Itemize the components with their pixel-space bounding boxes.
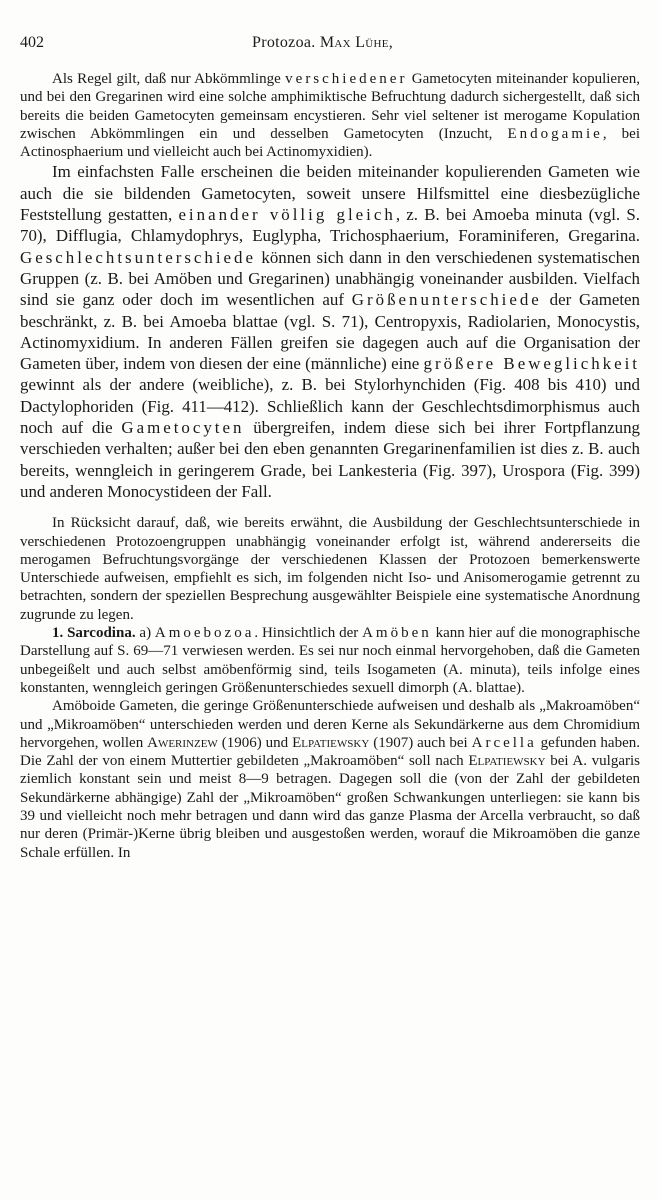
spaced-term: Amoebozoa [154,625,255,642]
spaced-term: Endogamie [507,125,603,142]
text-run: gefunden haben. Die Zahl der von einem Muttertier gebildeten „Makroamöben“ soll nach [20,734,640,770]
text-run: übergreifen, indem diese sich bei ihrer Fortpflanzung verschieden verhalten; außer bei den eben genannten Gregarinenfamilien ist dies z. B. auch bereits, wenngleich in geringerem Grade, bei Lankesteria (Fig. 397), Urospora (Fig. 399) und anderen Monocystideen der Fall. [20,418,641,501]
text-run: bei A. vulgaris ziemlich konstant sein und meist 8—9 betragen. Dagegen soll die (von der Zahl der gebildeten Sekundärkerne abhängige) Zahl der „Mikroamöben“ großen Schwankungen unterliegen: sie kann bis 39 und vielleicht noch mehr betragen und dann wird das ganze Plasma der Arcella verbraucht, so daß nur deren (Primär-)Kerne übrig bleiben und ausgestoßen werden, worauf die Mikroamöben die ganze Schale erfüllen. In [20,753,641,861]
spaced-term: größere Beweglichkeit [423,354,640,374]
page-number: 402 [20,34,44,51]
text-run: kann hier auf die monographische Darstellung auf S. 69—71 verwiesen werden. Es sei nur noch einmal hervorgehoben, daß die Gameten unbegeißelt und auch selbst amöbenförmig sind, teils Isogameten (A. minuta), teils infolge eines konstanten, wenngleich geringen Größenunterschiedes sexuell dimorph (A. blattae). [20,625,640,696]
text-run: Gametocyten miteinander kopulieren, und bei den Gregarinen wird eine solche amphimiktische Befruchtung dadurch sichergestellt, daß sich bereits die beiden Gametocyten gemeinsam encystieren. Sehr viel seltener ist merogame Kopulation zwischen Abkömmlingen ein und desselben Gametocyten (Inzucht, [20,71,640,142]
text-run: a) [135,625,155,642]
text-run: können sich dann in den verschiedenen systematischen Gruppen (z. B. bei Amöben und Gregarinen) unabhängig voneinander ausbilden. Vielfach sind sie ganz oder doch im wesentlichen auf [20,247,640,310]
spaced-term: Größenunterschiede [351,290,542,310]
paragraph-2 [20,161,640,502]
body-text [20,70,640,862]
text-run: Amöboide Gameten, die geringe Größenunterschiede aufweisen und deshalb als „Makroamöben“ und „Mikroamöben“ unterschieden werden und deren Kerne als Sekundärkerne aus dem Chromidium hervorgehen, wollen [20,698,640,751]
text-run: gewinnt als der andere (weibliche), z. B. bei Stylorhynchiden (Fig. 408 bis 410) und Dactylophoriden (Fig. 411—412). Schließlich kann der Geschlechtsdimorphismus auch noch auf die [20,375,640,438]
running-title [252,34,393,52]
spaced-term: Arcella [471,734,537,751]
text-run: , z. B. bei Amoeba minuta (vgl. S. 70), Difflugia, Chlamydophrys, Euglypha, Trichosphaerium, Foraminiferen, Gregarina. [20,205,641,246]
spaced-term: verschiedener [285,71,408,87]
text-run: Im einfachsten Falle erscheinen die beiden miteinander kopulierenden Gameten wie auch die sie bildenden Gametocyten, soweit unsere Hilfsmittel eine diesbezügliche Feststellung gestatten, [20,162,640,225]
text-run: , bei Actinosphaerium und vielleicht auch bei Actinomyxidien). [20,125,640,161]
text-run: (1907) auch bei [369,734,472,751]
author-reference: Awerinzew [147,734,218,751]
paragraph-5 [20,697,640,862]
text-run: Als Regel gilt, daß nur Abkömmlinge [52,71,286,87]
author-reference: Elpatiewsky [468,753,546,770]
paragraph-3: In Rücksicht darauf, daß, wie bereits erwähnt, die Ausbildung der Geschlechtsunterschiede in verschiedenen Protozoengruppen unabhängig voneinander erfolgt ist, während andererseits die merogamen Befruchtungsvorgänge der verschiedenen Klassen der Protozoen bemerkenswerte Unterschiede aufweisen, empfiehlt es sich, im folgenden nicht Iso- und Anisomerogamie getrennt zu betrachten, sondern der speziellen Besprechung ausgewählter Beispiele eine systematische Anordnung zugrunde zu legen. [20,515,640,623]
text-run: (1906) und [217,734,293,751]
spaced-term: Gametocyten [121,418,245,438]
author-name: Max Lühe, [319,34,394,51]
spaced-term: Amöben [362,625,432,642]
spaced-term: Geschlechtsunterschiede [20,247,256,267]
journal-title: Protozoa. [252,34,316,51]
spaced-term: einander völlig gleich [178,205,396,225]
paragraph-4 [20,624,640,697]
text-run: . Hinsichtlich der [254,625,363,642]
paragraph-1 [20,70,640,161]
section-heading: 1. Sarcodina. [52,625,136,642]
page-header [20,34,640,58]
author-reference: Elpatiewsky [292,734,370,751]
text-run: der Gameten beschränkt, z. B. bei Amoeba blattae (vgl. S. 71), Centropyxis, Radiolarien, Monocystis, Actinomyxidium. In anderen Fällen greifen sie dagegen auch auf die Organisation der Gameten über, indem von diesen der eine (männliche) eine [20,290,640,374]
